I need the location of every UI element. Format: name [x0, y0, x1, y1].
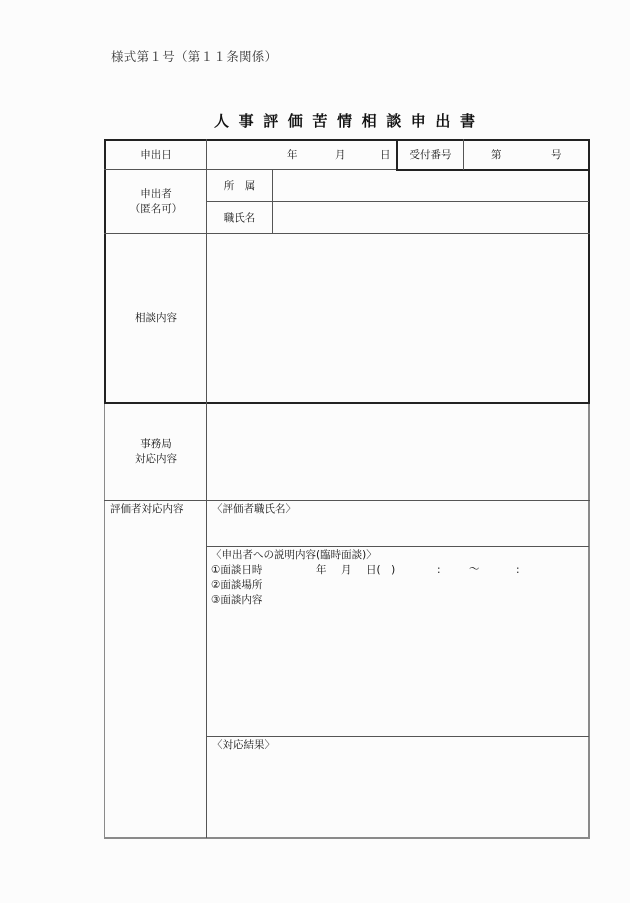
evaluator-label: 評価者対応内容 — [110, 503, 184, 515]
result-heading: 〈対応結果〉 — [212, 739, 275, 751]
row-divider — [104, 169, 396, 170]
applicant-label-line1: 申出者 — [140, 188, 172, 200]
secretariat-label-line2: 対応内容 — [135, 453, 177, 465]
page-title: 人事評価苦情相談申出書 — [214, 112, 485, 130]
time-colon-start: : — [437, 564, 441, 576]
applicant-label-line2: （匿名可） — [129, 203, 183, 215]
interview-content-label: ③面談内容 — [211, 594, 263, 606]
consultation-field[interactable] — [207, 234, 588, 402]
application-date-field[interactable] — [207, 141, 396, 169]
secretariat-field[interactable] — [207, 404, 588, 500]
position-name-label: 職氏名 — [223, 212, 256, 224]
receipt-prefix: 第 — [491, 149, 502, 161]
table-left-border-lower — [104, 404, 105, 838]
position-name-field[interactable] — [273, 202, 588, 233]
receipt-number-label: 受付番号 — [409, 149, 452, 161]
evaluator-name-field[interactable] — [207, 501, 588, 546]
evaluator-name-heading: 〈評価者職氏名〉 — [212, 503, 296, 515]
applicant-label — [106, 187, 206, 217]
application-date-label: 申出日 — [140, 149, 172, 161]
day-label: 日 — [380, 149, 391, 161]
interview-datetime-label: ①面談日時 — [211, 564, 263, 576]
affiliation-field[interactable] — [273, 171, 588, 201]
interview-month-label: 月 — [341, 564, 352, 576]
interview-year-label: 年 — [316, 564, 327, 576]
interview-day-label: 日( ) — [366, 564, 396, 576]
table-right-border-lower — [588, 404, 590, 838]
receipt-number-field[interactable] — [464, 141, 588, 169]
table-right-border-upper — [588, 139, 590, 404]
explanation-heading: 〈申出者への説明内容(臨時面談)〉 — [211, 549, 377, 561]
year-label: 年 — [287, 149, 298, 161]
secretariat-label-line1: 事務局 — [140, 438, 172, 450]
time-colon-end: : — [516, 564, 520, 576]
time-range-tilde: ～ — [469, 563, 480, 575]
secretariat-label — [106, 437, 206, 467]
explanation-field[interactable] — [207, 547, 588, 736]
form-number: 様式第１号（第１１条関係） — [111, 49, 278, 64]
affiliation-label: 所 属 — [223, 180, 256, 192]
month-label: 月 — [335, 149, 346, 161]
consultation-label: 相談内容 — [135, 312, 177, 324]
table-bottom-border — [104, 837, 590, 839]
interview-place-label: ②面談場所 — [211, 579, 263, 591]
receipt-suffix: 号 — [551, 149, 562, 161]
result-field[interactable] — [207, 737, 588, 837]
table-left-border-upper — [104, 139, 106, 404]
